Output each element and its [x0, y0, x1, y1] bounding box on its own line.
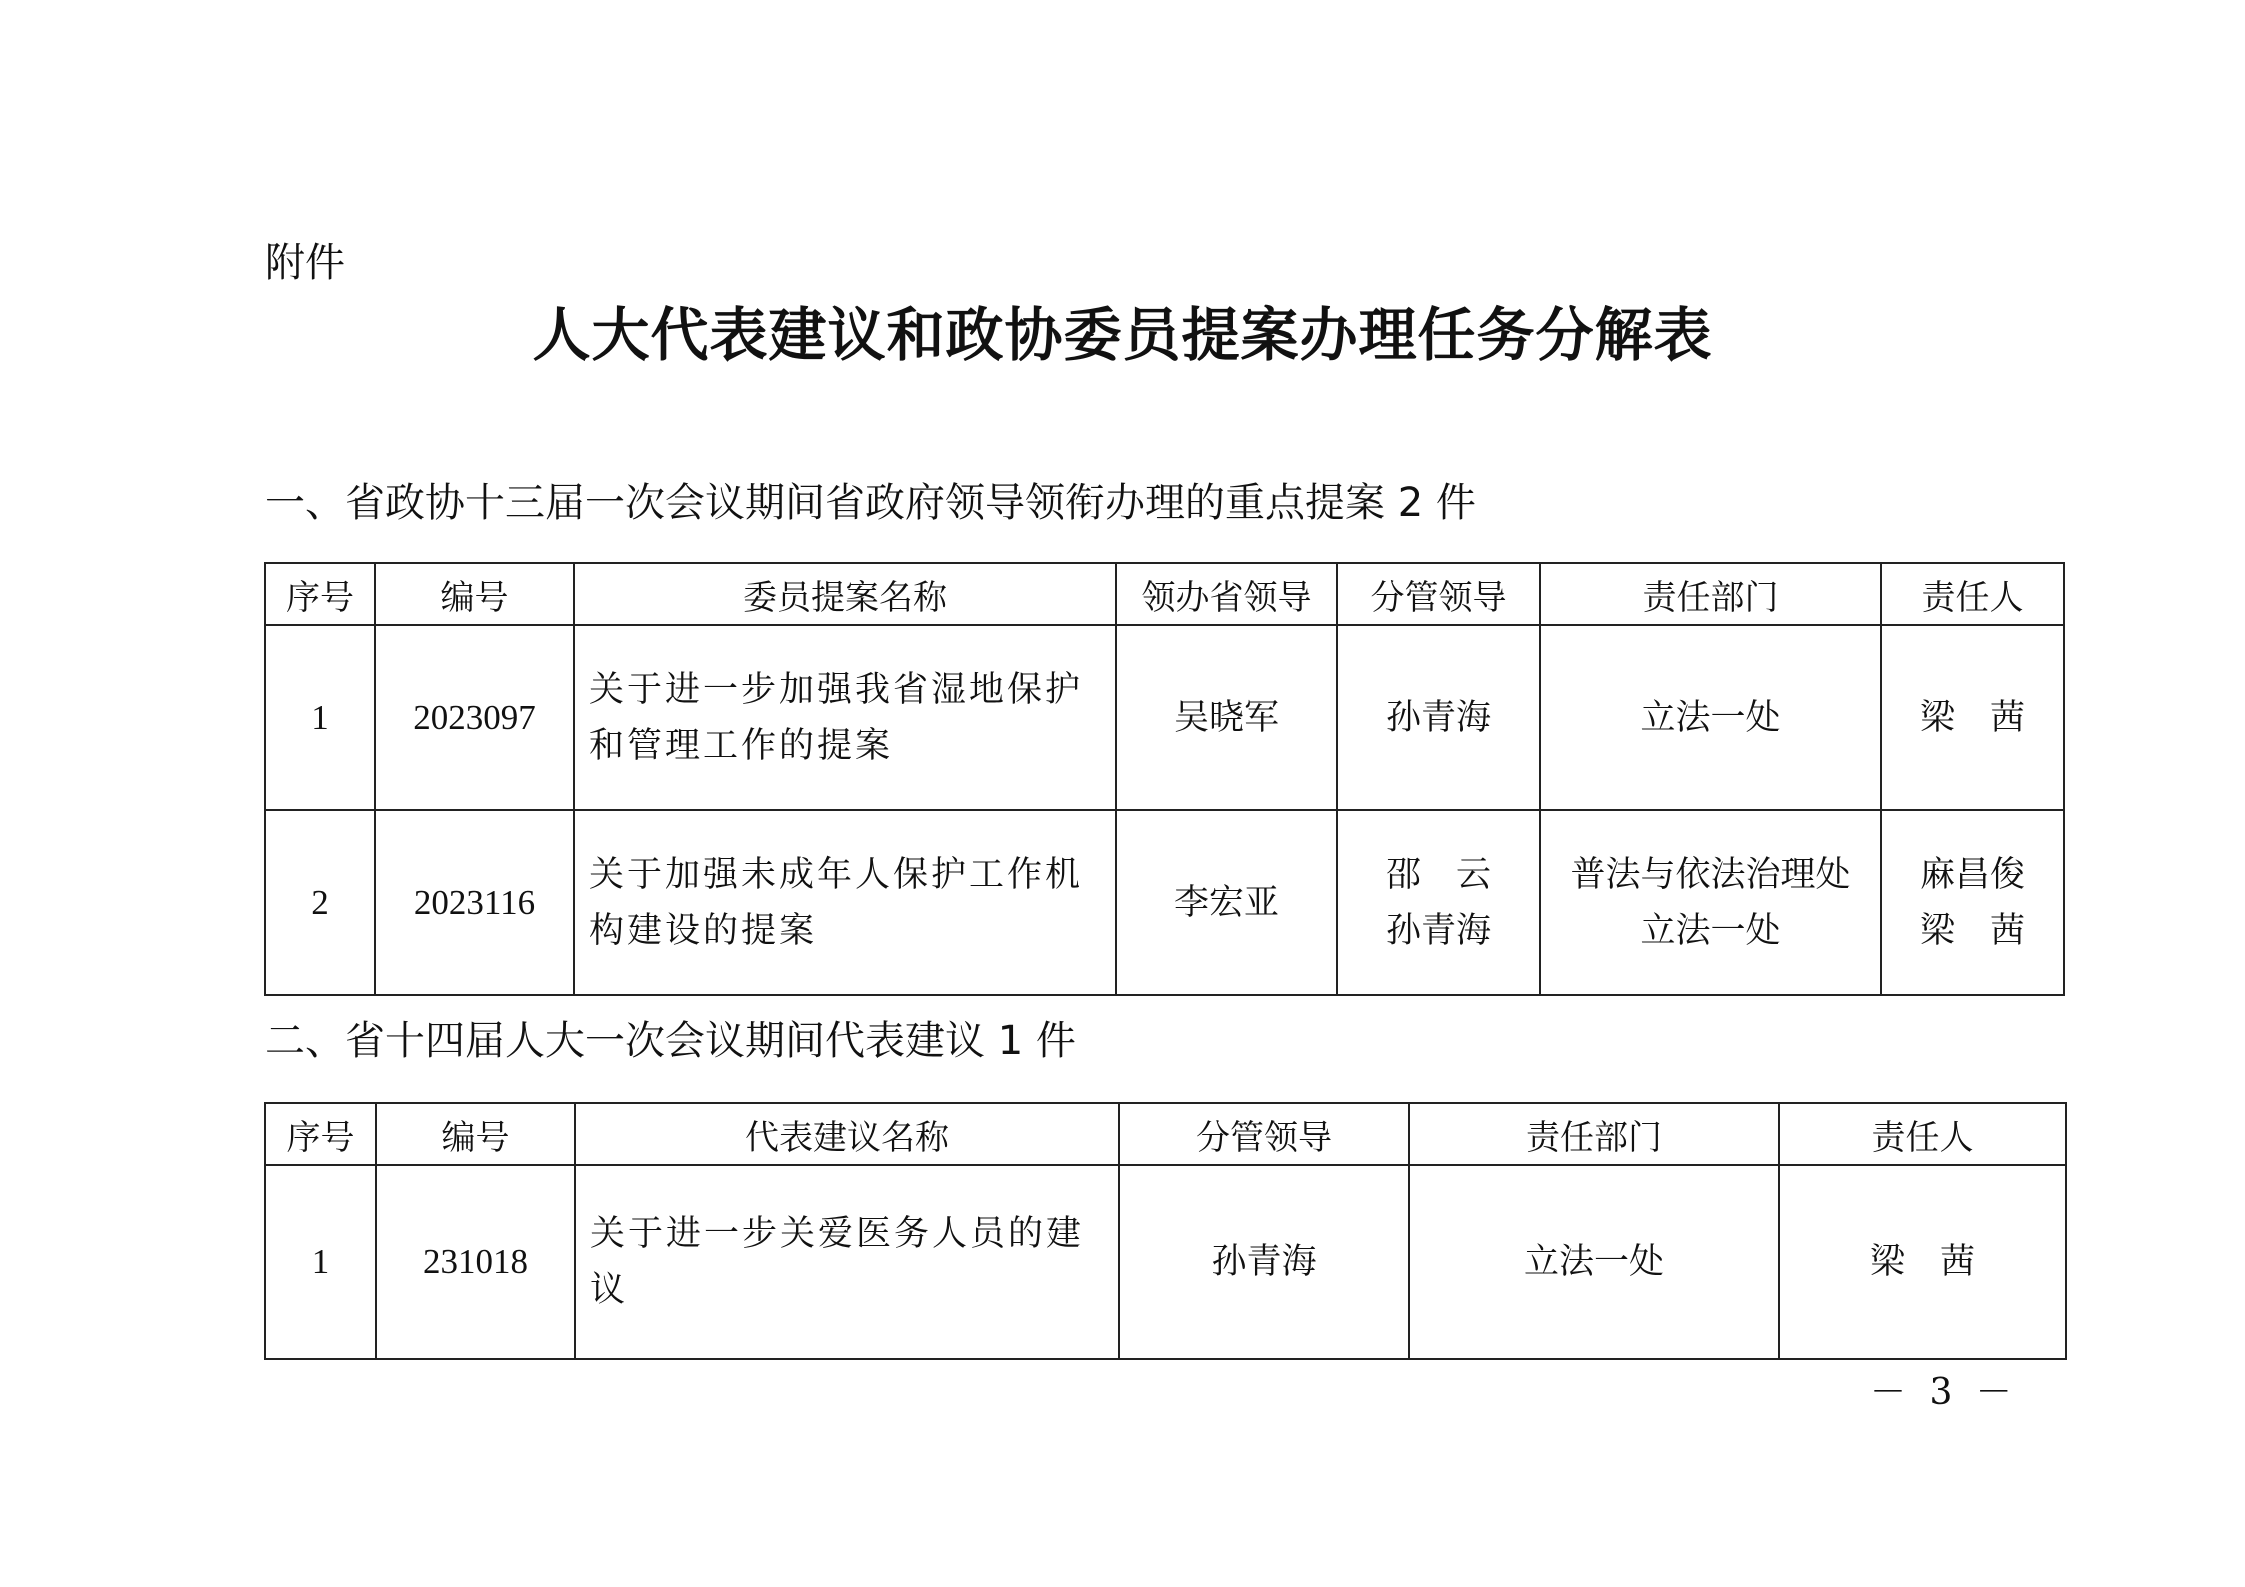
cell-seq: 2 [265, 810, 375, 995]
suggestion-task-table [264, 1102, 2067, 1360]
column-header-person: 责任人 [1881, 563, 2064, 625]
cell-supervisor: 孙青海 [1119, 1165, 1409, 1359]
cell-supervisor [1337, 810, 1540, 995]
cell-seq: 1 [265, 625, 375, 810]
cell-department: 立法一处 [1409, 1165, 1779, 1359]
cell-text-line: 普法与依法治理处 [1570, 854, 1851, 895]
section-1-heading: 一、省政协十三届一次会议期间省政府领导领衔办理的重点提案 2 件 [265, 480, 1476, 526]
cell-text-line: 孙青海 [1385, 910, 1491, 951]
column-header-proposal-name: 委员提案名称 [574, 563, 1116, 625]
cell-proposal-name [574, 810, 1116, 995]
table-row [265, 625, 2064, 810]
cell-lead-leader: 李宏亚 [1116, 810, 1337, 995]
cell-text-line: 邵 云 [1385, 854, 1491, 895]
table-row [265, 810, 2064, 995]
proposal-task-table [264, 562, 2065, 996]
cell-text-line: 立法一处 [1640, 910, 1781, 951]
cell-text-line: 梁 茜 [1919, 910, 2025, 951]
cell-text-line: 关于进一步加强我省湿地保护 [589, 669, 1084, 710]
column-header-supervisor: 分管领导 [1119, 1103, 1409, 1165]
cell-text-line: 立法一处 [1640, 697, 1781, 738]
page-number: － 3 － [1870, 1372, 2018, 1413]
table-header-row [265, 1103, 2066, 1165]
cell-suggestion-name: 关于进一步关爱医务人员的建议 [575, 1165, 1119, 1359]
cell-person [1881, 625, 2064, 810]
cell-text-line: 构建设的提案 [589, 910, 818, 951]
cell-department [1540, 625, 1881, 810]
column-header-department: 责任部门 [1540, 563, 1881, 625]
cell-code: 2023097 [375, 625, 574, 810]
table-row [265, 1165, 2066, 1359]
cell-person [1881, 810, 2064, 995]
section-2-heading: 二、省十四届人大一次会议期间代表建议 1 件 [265, 1018, 1076, 1064]
cell-person: 梁 茜 [1779, 1165, 2066, 1359]
cell-seq: 1 [265, 1165, 376, 1359]
cell-text-line: 和管理工作的提案 [589, 725, 894, 766]
column-header-suggestion-name: 代表建议名称 [575, 1103, 1119, 1165]
column-header-seq: 序号 [265, 563, 375, 625]
cell-code: 2023116 [375, 810, 574, 995]
cell-text-line: 梁 茜 [1919, 697, 2025, 738]
cell-proposal-name [574, 625, 1116, 810]
cell-text-line: 关于加强未成年人保护工作机 [589, 854, 1084, 895]
cell-supervisor [1337, 625, 1540, 810]
column-header-supervisor: 分管领导 [1337, 563, 1540, 625]
cell-lead-leader: 吴晓军 [1116, 625, 1337, 810]
cell-text-line: 孙青海 [1385, 697, 1491, 738]
column-header-code: 编号 [375, 563, 574, 625]
column-header-person: 责任人 [1779, 1103, 2066, 1165]
column-header-department: 责任部门 [1409, 1103, 1779, 1165]
column-header-lead-leader: 领办省领导 [1116, 563, 1337, 625]
attachment-label: 附件 [265, 240, 345, 286]
cell-text-line: 麻昌俊 [1919, 854, 2025, 895]
cell-code: 231018 [376, 1165, 575, 1359]
document-title: 人大代表建议和政协委员提案办理任务分解表 [532, 301, 1713, 369]
table-header-row [265, 563, 2064, 625]
column-header-code: 编号 [376, 1103, 575, 1165]
cell-department [1540, 810, 1881, 995]
column-header-seq: 序号 [265, 1103, 376, 1165]
